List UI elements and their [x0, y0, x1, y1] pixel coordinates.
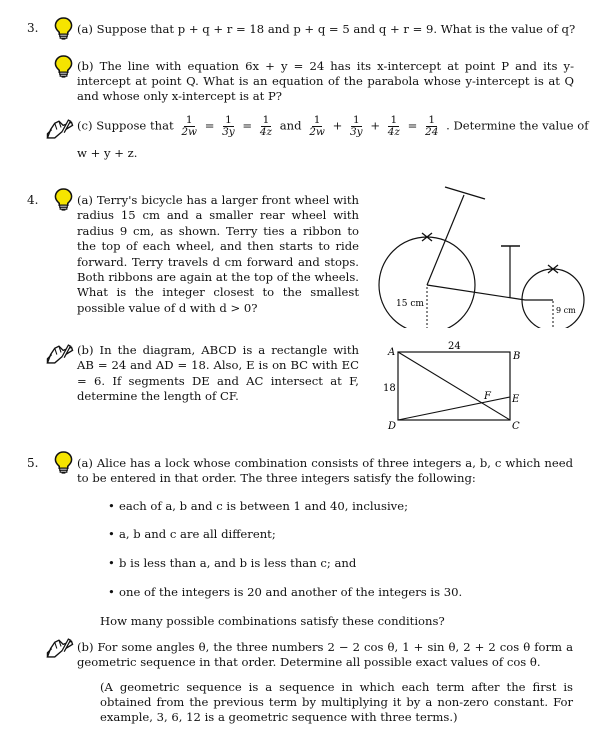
lightbulb-icon — [54, 55, 73, 78]
writing-hand-icon — [45, 342, 75, 365]
fraction-1-over-3y — [220, 115, 237, 138]
problem-3c-intro: (c) Suppose that — [77, 118, 174, 133]
problem-3-number: 3. — [27, 21, 39, 35]
condition-item: • a, b and c are all different; — [119, 527, 276, 542]
fraction-numerator: 1 — [185, 114, 193, 126]
lightbulb-icon — [54, 451, 73, 474]
point-e: E — [512, 394, 520, 405]
problem-5b-text: (b) For some angles θ, the three numbers 2 − 2 cos θ, 1 + sin θ, 2 + 2 cos θ form a geometric sequence in that order. Determine all possible exact values of cos θ. — [77, 640, 573, 669]
fraction-numerator: 1 — [262, 114, 270, 126]
problem-3b-text: (b) The line with equation 6x + y = 24 has its x-intercept at point P and its y-intercept at point Q. What is an equation of the parabola whose y-intercept is at Q and whose only x-intercept is at P? — [77, 59, 574, 103]
fraction-denominator: 2w — [181, 126, 198, 138]
equals-sign: = — [242, 118, 253, 133]
fraction-denominator: 4z — [387, 126, 400, 138]
bike-frame — [427, 195, 464, 285]
bike-body — [427, 285, 553, 300]
rear-wheel-radius-label: 9 cm — [556, 306, 576, 315]
geometric-sequence-note: (A geometric sequence is a sequence in which each term after the first is obtained from the previous term by multiplying it by a non-zero constant. For example, 3, 6, 12 is a geometric sequence with three terms.) — [100, 680, 573, 724]
problem-5a-text: (a) Alice has a lock whose combination consists of three integers a, b, c which need to be entered in that order. The three integers satisfy the following: — [77, 456, 573, 485]
vertex-a: A — [388, 347, 396, 358]
writing-hand-icon — [45, 636, 75, 659]
conjunction: and — [279, 118, 302, 133]
equals-sign: = — [204, 118, 215, 133]
segment-ac — [398, 352, 510, 420]
side-ad-label: 18 — [383, 383, 396, 394]
fraction-denominator: 24 — [425, 126, 439, 138]
problem-3c-determine: . Determine the value of — [446, 118, 589, 133]
condition-item: • b is less than a, and b is less than c; and — [119, 556, 356, 571]
fraction-denominator: 2w — [309, 126, 325, 138]
front-wheel-radius-label: 15 cm — [396, 299, 424, 309]
rear-wheel — [522, 269, 584, 328]
condition-item: • one of the integers is 20 and another of the integers is 30. — [119, 585, 462, 600]
condition-item: • each of a, b and c is between 1 and 40, inclusive; — [119, 499, 408, 514]
fraction-denominator: 3y — [222, 126, 235, 138]
problem-5-number: 5. — [27, 456, 39, 470]
rectangle-diagram — [378, 338, 528, 434]
problem-3a-text: (a) Suppose that p + q + r = 18 and p + q = 5 and q + r = 9. What is the value of q? — [77, 22, 576, 36]
fraction-1-over-2w — [307, 115, 327, 138]
problem-4a-text: (a) Terry's bicycle has a larger front wheel with radius 15 cm and a smaller rear wheel with radius 9 cm, as shown. Terry ties a ribbon to the top of each wheel, and then starts to ride forward. Terry travels d cm forward and stops. Both ribbons are again at the top of the wheels. What is the integer closest to the smallest possible value of d with d > 0? — [77, 193, 359, 315]
fraction-denominator: 4z — [259, 126, 273, 138]
vertex-c: C — [512, 421, 520, 432]
bicycle-diagram — [375, 183, 605, 328]
fraction-1-over-4z — [386, 115, 402, 138]
problem-5a-question: How many possible combinations satisfy these conditions? — [100, 614, 445, 628]
vertex-b: B — [513, 351, 521, 362]
fraction-1-over-4z — [258, 115, 274, 138]
handlebar — [445, 187, 485, 199]
fraction-numerator: 1 — [352, 114, 360, 126]
problem-4b-text: (b) In the diagram, ABCD is a rectangle with AB = 24 and AD = 18. Also, E is on BC with EC = 6. If segments DE and AC intersect at F, determine the length of CF. — [77, 343, 359, 404]
fraction-1-over-24 — [423, 115, 440, 138]
writing-hand-icon — [45, 117, 75, 140]
fraction-1-over-3y — [348, 115, 365, 138]
fraction-numerator: 1 — [390, 114, 398, 126]
problem-4-number: 4. — [27, 193, 39, 207]
fraction-numerator: 1 — [313, 114, 321, 126]
side-ab-label: 24 — [448, 341, 461, 352]
problem-3c-equation — [77, 114, 589, 138]
point-f: F — [484, 391, 491, 402]
segment-de — [398, 397, 510, 420]
fraction-1-over-2w — [179, 115, 199, 138]
fraction-numerator: 1 — [428, 114, 436, 126]
vertex-d: D — [388, 421, 397, 432]
fraction-numerator: 1 — [225, 114, 232, 126]
lightbulb-icon — [54, 17, 73, 40]
lightbulb-icon — [54, 188, 73, 211]
equals-sign: = — [407, 118, 418, 133]
plus-sign: + — [332, 118, 343, 133]
fraction-denominator: 3y — [350, 126, 363, 138]
plus-sign: + — [370, 118, 381, 133]
front-wheel — [379, 237, 475, 328]
problem-3c-tail: w + y + z. — [77, 146, 138, 160]
